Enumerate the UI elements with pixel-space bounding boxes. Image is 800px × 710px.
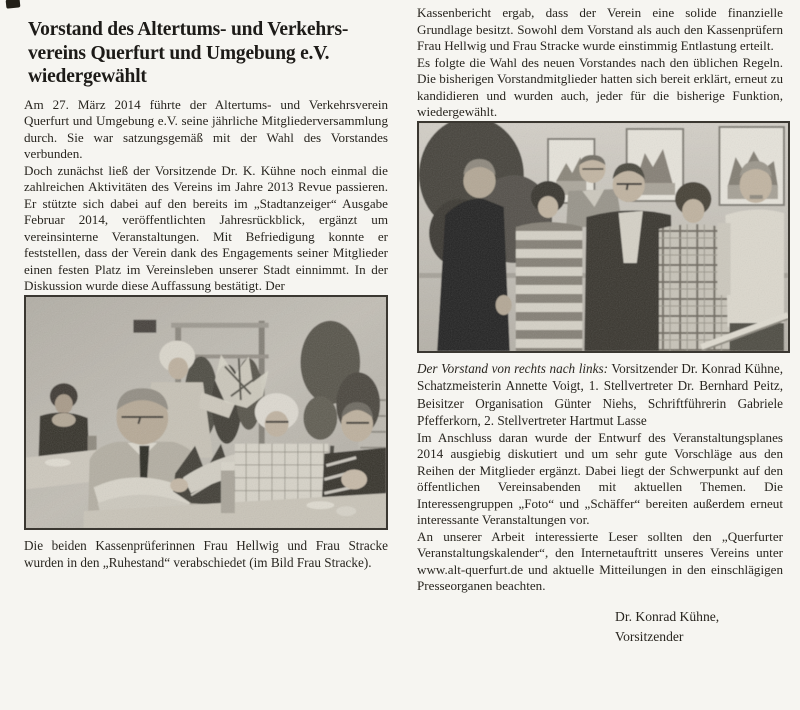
photo-farewell-caption: Die beiden Kassenprüferinnen Frau Hellwig und Frau Stracke wurden in den „Ruhestand“ verabschiedet (im Bild Frau Stracke). xyxy=(24,537,388,570)
paragraph-leser-hinweis: An unserer Arbeit interessierte Leser sollten den „Querfurter Veranstaltungskalender“, den Internetauftritt unseres Vereins unter www.alt-querfurt.de und aktuelle Mitteilungen in den einschlägigen Presseorganen beachten. xyxy=(417,528,783,593)
scan-artifact-mark xyxy=(6,0,21,9)
paragraph-review: Doch zunächst ließ der Vorsitzende Dr. K. Kühne noch einmal die zahlreichen Aktivitäten des Vereins im Jahre 2013 Revue passieren. Er stützte sich dabei auf den bereits im „Stadtanzeiger“ Ausgabe Februar 2014, veröffentlichten Jahresrückblick, ergänzt um vereinsinterne Veranstaltungen. Mit Befriedigung konnte er feststellen, dass der Verein dank des Engagements seiner Mitglieder einen festen Platz im Vereinsleben unserer Stadt einnimmt. In der Diskussion wurde diese Auffassung bestätigt. Der xyxy=(24,162,388,293)
signature-role: Vorsitzender xyxy=(615,628,684,644)
signature-name: Dr. Konrad Kühne, xyxy=(615,608,720,624)
paragraph-wahl: Es folgte die Wahl des neuen Vorstandes nach den üblichen Regeln. Die bisherigen Vorstandmitglieder hatten sich bereit erklärt, erneut zu kandidieren und wurden auch, jeder für die bisherige Funktion, wiedergewählt. xyxy=(417,54,783,119)
left-column xyxy=(24,14,388,572)
paragraph-intro: Am 27. März 2014 führte der Altertums- und Verkehrsverein Querfurt und Umgebung e.V. seine jährliche Mitgliederversammlung durch. Sie war satzungsgemäß mit der Wahl des Vorstandes verbunden. xyxy=(24,96,388,161)
photo-board-illustration xyxy=(419,123,788,351)
photo-board-caption xyxy=(417,360,783,430)
signature-block xyxy=(417,607,783,647)
caption-lead-italic: Der Vorstand von rechts nach links: xyxy=(417,360,609,376)
photo-farewell-illustration xyxy=(26,297,386,528)
photo-board-group xyxy=(417,121,790,353)
title-line: Vorstand des Altertums- und Verkehrs- xyxy=(28,19,349,40)
article-title xyxy=(28,18,388,89)
right-column xyxy=(417,5,783,647)
photo-farewell xyxy=(24,295,388,530)
paragraph-veranstaltungsplan: Im Anschluss daran wurde der Entwurf des Veranstaltungsplanes 2014 ausgiebig diskutiert und um sehr gute Vorschläge aus den Reihen der Mitglieder ergänzt. Dabei liegt der Schwerpunkt auf den öffentlichen Vereinsabenden mit aktuellen Themen. Die Interessengruppen „Foto“ und „Schäffer“ bereiten außerdem erneut interessante Veranstaltungen vor. xyxy=(417,429,783,527)
title-line: vereins Querfurt und Umgebung e.V. xyxy=(28,42,330,64)
caption-names: Vorsitzender Dr. Konrad Kühne, Schatzmeisterin Annette Voigt, 1. Stellvertreter Dr. Bernhard Peitz, Beisitzer Organisation Günter Niehs, Schriftführerin Gabriele Pfefferkorn, 2. Stellvertreter Hartmut Lasse xyxy=(417,360,783,428)
paragraph-kassenbericht: Kassenbericht ergab, dass der Verein eine solide finanzielle Grundlage besitzt. Sowohl dem Vorstand als auch den Kassenprüfern Frau Hellwig und Frau Stracke wurde einstimmig Entlastung erteilt. xyxy=(417,5,783,53)
title-line: wiedergewählt xyxy=(28,66,147,87)
